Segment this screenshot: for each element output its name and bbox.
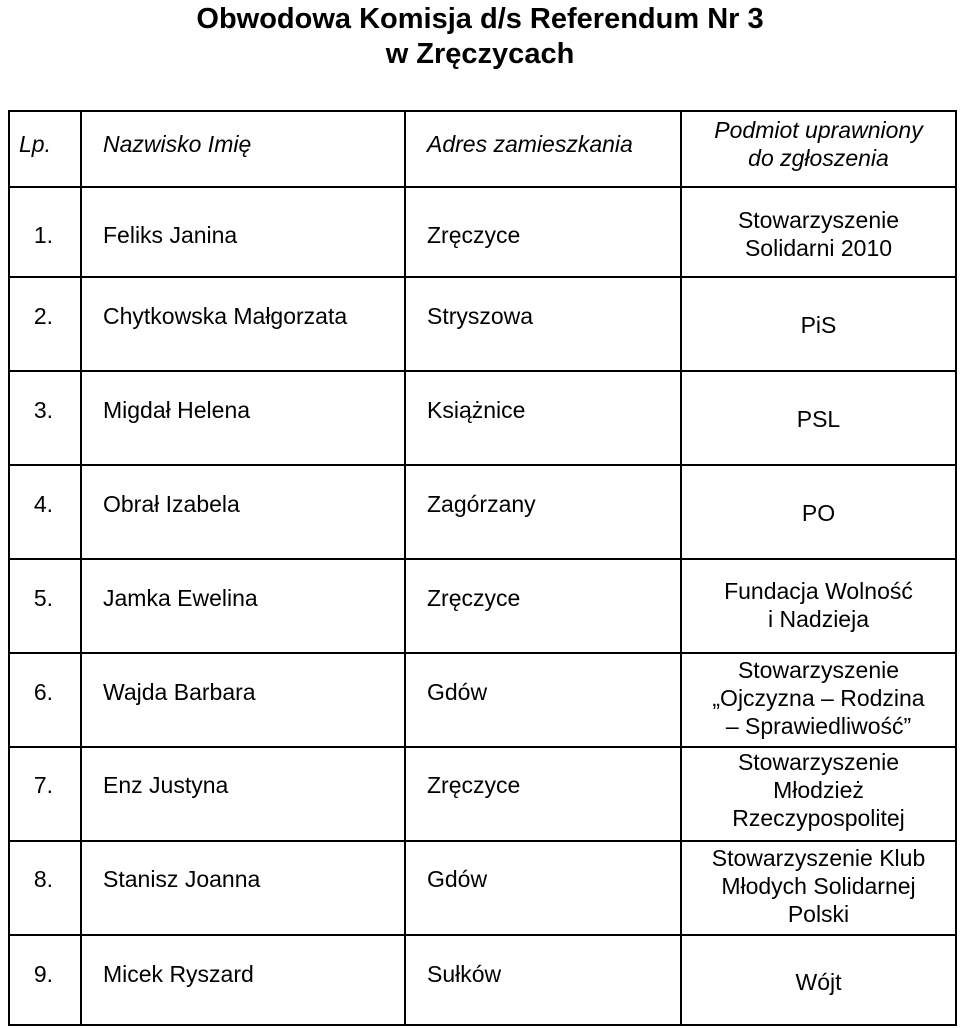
- entity-line: Stowarzyszenie: [737, 207, 900, 233]
- entity-line: Wójt: [795, 969, 842, 995]
- row-name: Chytkowska Małgorzata: [81, 277, 405, 371]
- entity-line: Rzeczypospolitej: [732, 805, 905, 831]
- commission-members-table: [8, 110, 957, 1026]
- header-entity: [681, 111, 956, 187]
- title-line-2: w Zręczycach: [385, 38, 575, 70]
- entity-line: „Ojczyzna – Rodzina: [712, 685, 925, 711]
- row-lp: 5.: [9, 559, 81, 653]
- table-row: [9, 187, 956, 277]
- row-name: Feliks Janina: [81, 187, 405, 277]
- row-address: Zręczyce: [405, 559, 681, 653]
- row-lp: 2.: [9, 277, 81, 371]
- row-entity: [681, 653, 956, 747]
- row-lp: 7.: [9, 747, 81, 841]
- entity-line: Stowarzyszenie Klub: [711, 845, 926, 871]
- row-address: Sułków: [405, 935, 681, 1025]
- row-address: Książnice: [405, 371, 681, 465]
- table-row: [9, 747, 956, 841]
- header-lp: Lp.: [9, 111, 81, 187]
- table-header-row: [9, 111, 956, 187]
- header-address: Adres zamieszkania: [405, 111, 681, 187]
- row-lp: 4.: [9, 465, 81, 559]
- table-row: [9, 559, 956, 653]
- row-name: Obrał Izabela: [81, 465, 405, 559]
- row-lp: 1.: [9, 187, 81, 277]
- table-row: [9, 935, 956, 1025]
- row-entity: [681, 747, 956, 841]
- row-address: Zagórzany: [405, 465, 681, 559]
- row-name: Micek Ryszard: [81, 935, 405, 1025]
- row-address: Gdów: [405, 841, 681, 935]
- entity-line: PSL: [796, 406, 841, 432]
- row-name: Jamka Ewelina: [81, 559, 405, 653]
- entity-line: i Nadzieja: [768, 606, 869, 632]
- row-lp: 8.: [9, 841, 81, 935]
- row-lp: 9.: [9, 935, 81, 1025]
- row-address: Zręczyce: [405, 747, 681, 841]
- document-title: [0, 2, 960, 72]
- table-row: [9, 465, 956, 559]
- entity-line: Młodzież: [773, 777, 864, 803]
- row-entity: [681, 935, 956, 1025]
- row-entity: [681, 465, 956, 559]
- row-name: Stanisz Joanna: [81, 841, 405, 935]
- entity-line: Młodych Solidarnej: [721, 873, 916, 899]
- header-entity-line-1: Podmiot uprawniony: [714, 117, 923, 143]
- row-name: Migdał Helena: [81, 371, 405, 465]
- row-address: Stryszowa: [405, 277, 681, 371]
- row-address: Gdów: [405, 653, 681, 747]
- table-row: [9, 653, 956, 747]
- row-address: Zręczyce: [405, 187, 681, 277]
- table-row: [9, 841, 956, 935]
- entity-line: Stowarzyszenie: [737, 657, 900, 683]
- entity-line: Stowarzyszenie: [737, 749, 900, 775]
- row-lp: 6.: [9, 653, 81, 747]
- row-lp: 3.: [9, 371, 81, 465]
- row-entity: [681, 277, 956, 371]
- entity-line: Fundacja Wolność: [724, 578, 913, 604]
- entity-line: PO: [801, 500, 836, 526]
- row-entity: [681, 371, 956, 465]
- table-row: [9, 371, 956, 465]
- entity-line: – Sprawiedliwość”: [725, 713, 912, 739]
- entity-line: PiS: [800, 312, 837, 338]
- row-name: Wajda Barbara: [81, 653, 405, 747]
- row-entity: [681, 559, 956, 653]
- table-row: [9, 277, 956, 371]
- title-line-1: Obwodowa Komisja d/s Referendum Nr 3: [196, 3, 764, 35]
- row-name: Enz Justyna: [81, 747, 405, 841]
- row-entity: [681, 841, 956, 935]
- entity-line: Solidarni 2010: [744, 235, 893, 261]
- row-entity: [681, 187, 956, 277]
- entity-line: Polski: [787, 901, 850, 927]
- header-name: Nazwisko Imię: [81, 111, 405, 187]
- header-entity-line-2: do zgłoszenia: [748, 145, 889, 171]
